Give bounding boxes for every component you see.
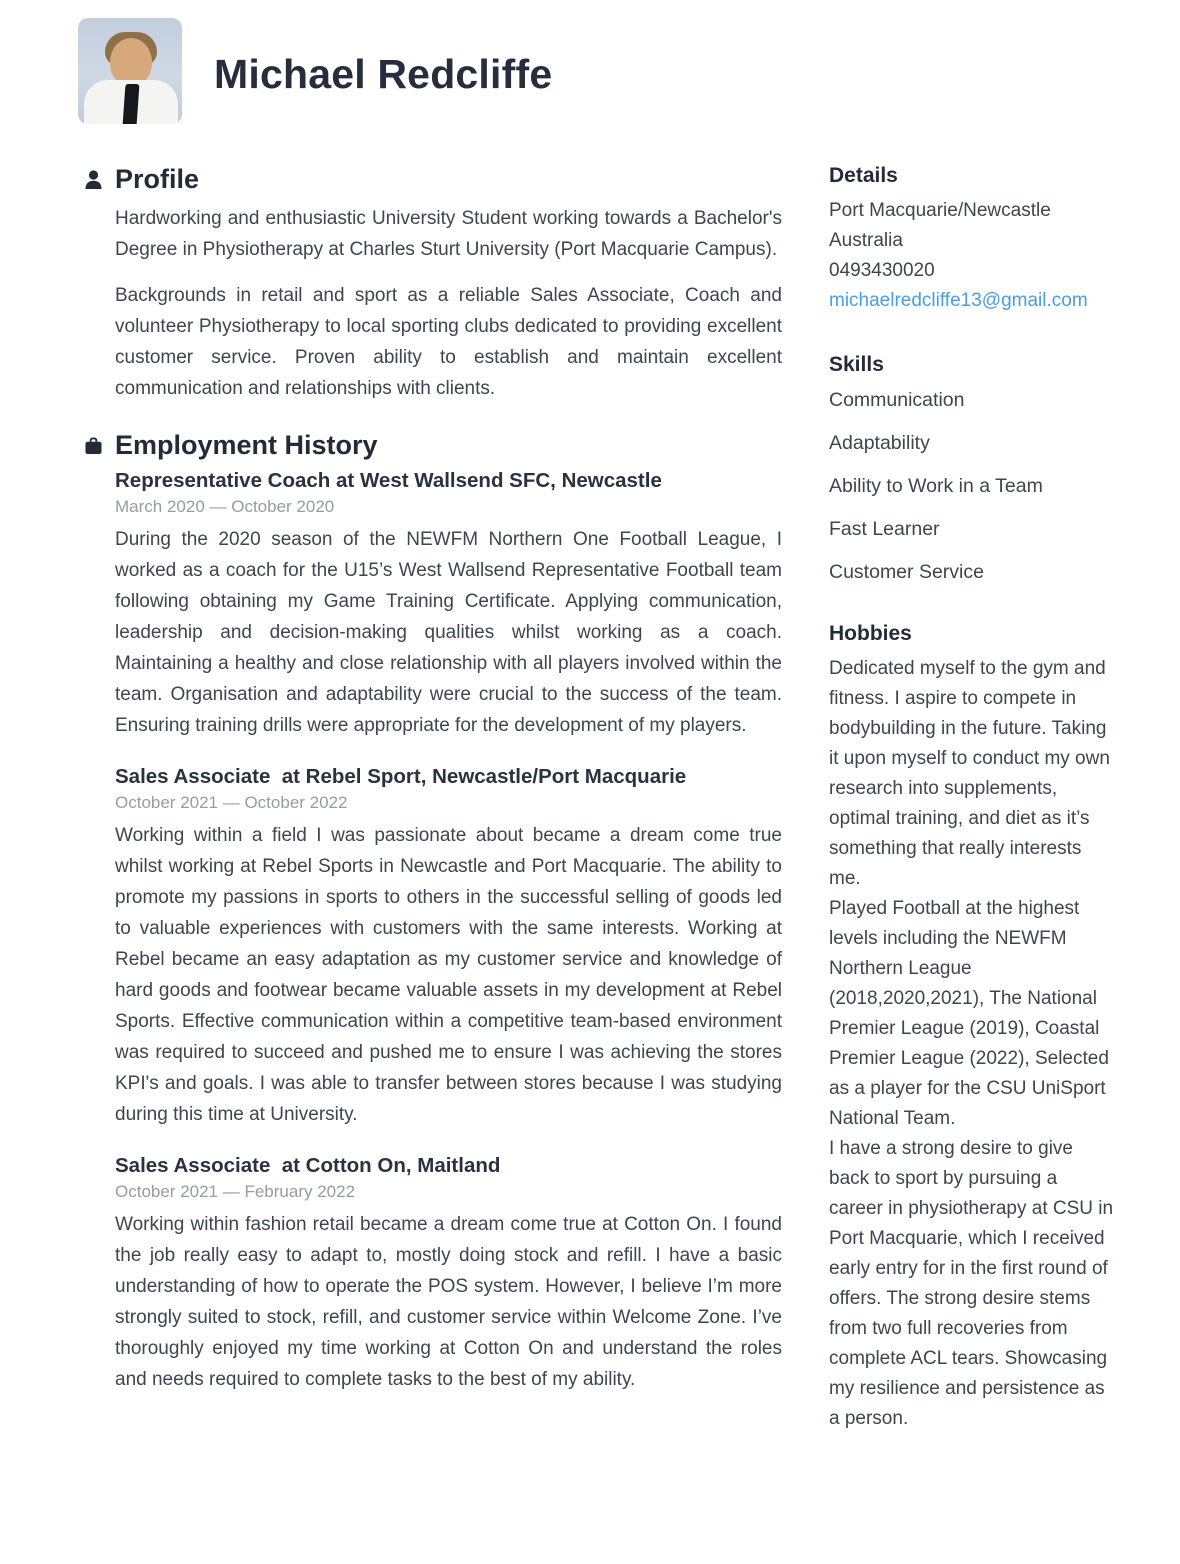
briefcase-icon [85,436,102,455]
hobbies-section [829,622,1116,1434]
employment-history-section [85,430,782,1395]
hobbies-paragraph: Played Football at the highest levels including the NEWFM Northern League (2018,2020,2021), The National Premier League (2019), Coastal Premier League (2022), Selected as a player for the CSU UniSport National Team. [829,898,1109,1129]
job-description: During the 2020 season of the NEWFM Northern One Football League, I worked as a coach for the U15’s West Wallsend Representative Football team following obtaining my Game Training Certificate. Applying communication, leadership and decision-making qualities whilst working as a coach. Maintaining a healthy and close relationship with all players involved within the team. Organisation and adaptability were crucial to the success of the team. Ensuring training drills were appropriate for the development of my players. [115,529,782,736]
skill-item: Fast Learner [829,518,940,540]
profile-section [85,164,782,404]
job-title: Sales Associate at Cotton On, Maitland [115,1154,501,1177]
job-entry [115,1154,782,1395]
skill-item: Ability to Work in a Team [829,475,1043,497]
skill-item: Customer Service [829,561,984,583]
skills-section [829,353,1116,587]
hobbies-paragraph: I have a strong desire to give back to sport by pursuing a career in physiotherapy at CSU in Port Macquarie, which I received early entry for in the first round of offers. The strong desire stems from two full recoveries from complete ACL tears. Showcasing my resilience and persistence as a person. [829,1138,1114,1429]
profile-body [115,203,782,404]
page-title: Michael Redcliffe [214,50,553,97]
employment-section-header [85,430,782,461]
sidebar [829,164,1116,1434]
skill-item: Adaptability [829,432,930,454]
email-link[interactable]: michaelredcliffe13@gmail.com [829,290,1088,311]
job-dates: October 2021 — October 2022 [115,793,348,812]
job-entry [115,765,782,1130]
job-description: Working within a field I was passionate about became a dream come true whilst working at Rebel Sports in Newcastle and Port Macquarie. The ability to promote my passions in sports to others in the successful selling of goods led to valuable experiences with customers with the same interests. Working at Rebel became an easy adaptation as my customer service and knowledge of hard goods and footwear became valuable assets in my development at Rebel Sports. Effective communication within a competitive team-based environment was required to succeed and pushed me to ensure I was achieving the stores KPI's and goals. I was able to transfer between stores because I was studying during this time at University. [115,825,782,1125]
resume-header [0,0,1180,124]
profile-heading: Profile [115,164,200,194]
job-title: Sales Associate at Rebel Sport, Newcastle/Port Macquarie [115,765,687,788]
skills-heading: Skills [829,353,884,376]
person-icon [85,170,102,189]
details-phone: 0493430020 [829,260,935,281]
profile-paragraph: Backgrounds in retail and sport as a reliable Sales Associate, Coach and volunteer Physiotherapy to local sporting clubs dedicated to providing excellent customer service. Proven ability to establish and maintain excellent communication and relationships with clients. [115,285,782,399]
hobbies-heading: Hobbies [829,622,912,645]
photo-tie [123,84,140,124]
profile-section-header [85,164,782,195]
job-dates: March 2020 — October 2020 [115,497,335,516]
profile-photo [78,18,182,124]
job-dates: October 2021 — February 2022 [115,1182,356,1201]
details-country: Australia [829,230,903,251]
skill-item: Communication [829,389,965,411]
job-title: Representative Coach at West Wallsend SFC, Newcastle [115,469,662,492]
main-column [85,164,782,1434]
employment-heading: Employment History [115,430,378,460]
employment-body [115,469,782,1395]
details-heading: Details [829,164,898,187]
details-section [829,164,1116,316]
job-entry [115,469,782,741]
content-columns [0,124,1180,1434]
job-description: Working within fashion retail became a dream come true at Cotton On. I found the job really easy to adapt to, mostly doing stock and refill. I have a basic understanding of how to operate the POS system. However, I believe I’m more strongly suited to stock, refill, and customer service within Welcome Zone. I’ve thoroughly enjoyed my time working at Cotton On and understand the roles and needs required to complete tasks to the best of my ability. [115,1214,782,1390]
details-location: Port Macquarie/Newcastle [829,200,1051,221]
hobbies-paragraph: Dedicated myself to the gym and fitness. I aspire to compete in bodybuilding in the future. Taking it upon myself to conduct my own research into supplements, optimal training, and diet as it’s something that really interests me. [829,658,1110,889]
profile-paragraph: Hardworking and enthusiastic University Student working towards a Bachelor's Degree in Physiotherapy at Charles Sturt University (Port Macquarie Campus). [115,208,782,260]
